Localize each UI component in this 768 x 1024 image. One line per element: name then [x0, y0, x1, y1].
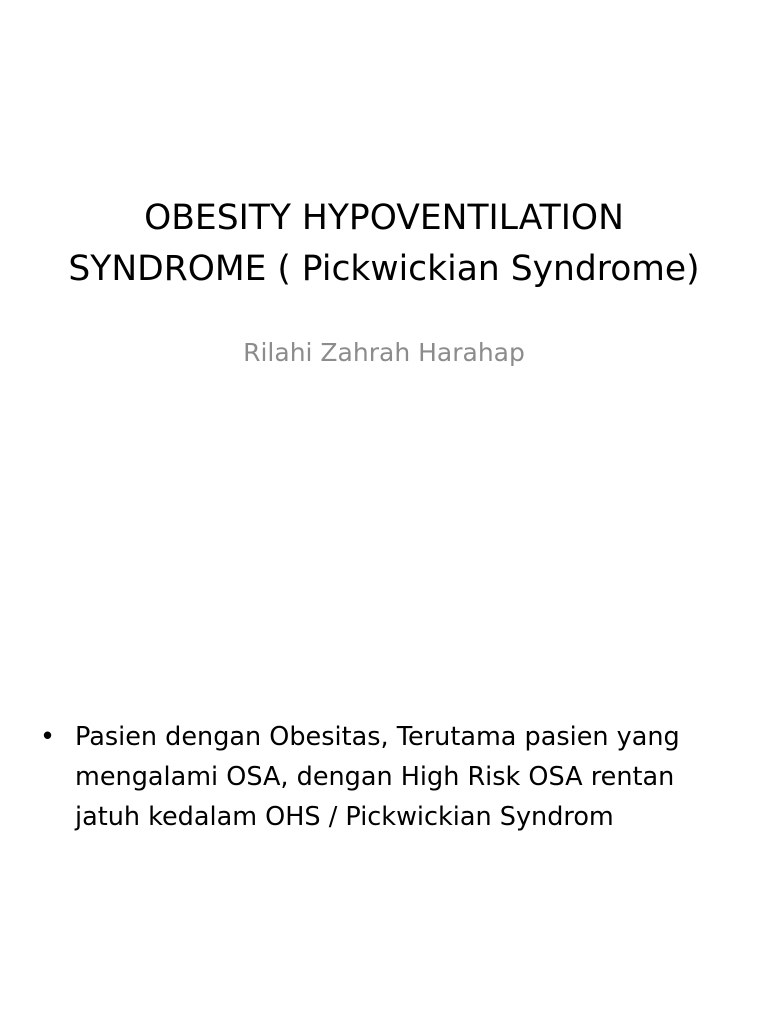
bullet-text — [75, 717, 740, 837]
bullet-marker: • — [40, 722, 56, 752]
slide-title-line: OBESITY HYPOVENTILATION — [144, 198, 624, 238]
content-slide — [0, 576, 768, 1024]
bullet-text-line: Pasien dengan Obesitas, Terutama pasien yang — [75, 722, 680, 752]
bullet-text-line: jatuh kedalam OHS / Pickwickian Syndrom — [75, 802, 614, 832]
bullet-text-line: mengalami OSA, dengan High Risk OSA rentan — [75, 762, 675, 792]
bullet-list — [40, 717, 740, 837]
slide-title — [40, 193, 728, 295]
bullet-item — [40, 717, 740, 837]
slide-title-line: SYNDROME ( Pickwickian Syndrome) — [68, 249, 700, 289]
slide-subtitle-author: Rilahi Zahrah Harahap — [243, 338, 525, 367]
